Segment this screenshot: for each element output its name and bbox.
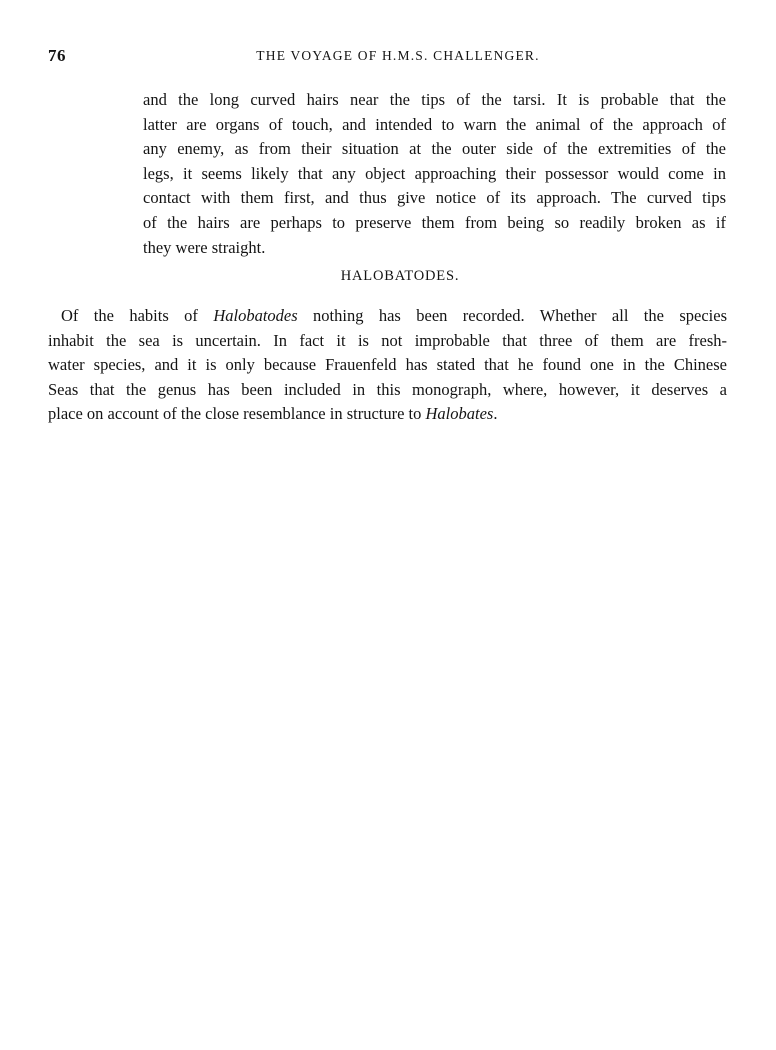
italic-genus-name: Halobatodes	[213, 306, 298, 325]
text-line: Seas that the genus has been included in this monograph, where, however, it deserves a	[48, 379, 727, 399]
running-head: THE VOYAGE OF H.M.S. CHALLENGER.	[256, 48, 540, 63]
page-header	[48, 46, 728, 70]
text-run: nothing has been recorded. Whether all the species	[297, 306, 727, 325]
text-run: Of the habits of	[61, 306, 214, 325]
paragraph-halobatodes	[48, 304, 727, 427]
text-line: and the long curved hairs near the tips of the tarsi. It is probable that the	[143, 90, 726, 109]
text-run: place on account of the close resemblance in structure to	[48, 404, 426, 424]
paragraph-tarsi-hairs	[143, 88, 726, 260]
text-line: any enemy, as from their situation at the outer side of the extremities of the	[143, 139, 726, 159]
text-line	[48, 304, 727, 329]
italic-genus-name: Halobates	[425, 404, 494, 424]
section-heading: HALOBATODES.	[340, 268, 460, 284]
text-line	[48, 402, 727, 427]
text-line: they were straight.	[143, 237, 266, 257]
text-line: water species, and it is only because Frauenfeld has stated that he found one in the Chinese	[48, 355, 727, 375]
text-line: latter are organs of touch, and intended to warn the animal of the approach of	[143, 114, 726, 134]
text-run: .	[493, 404, 498, 424]
page-number: 76	[48, 46, 66, 65]
text-line: legs, it seems likely that any object approaching their possessor would come in	[143, 163, 726, 183]
text-line: of the hairs are perhaps to preserve them from being so readily broken as if	[143, 212, 726, 232]
text-line: inhabit the sea is uncertain. In fact it is not improbable that three of them are fresh-	[48, 330, 727, 350]
text-line: contact with them first, and thus give notice of its approach. The curved tips	[143, 188, 726, 208]
